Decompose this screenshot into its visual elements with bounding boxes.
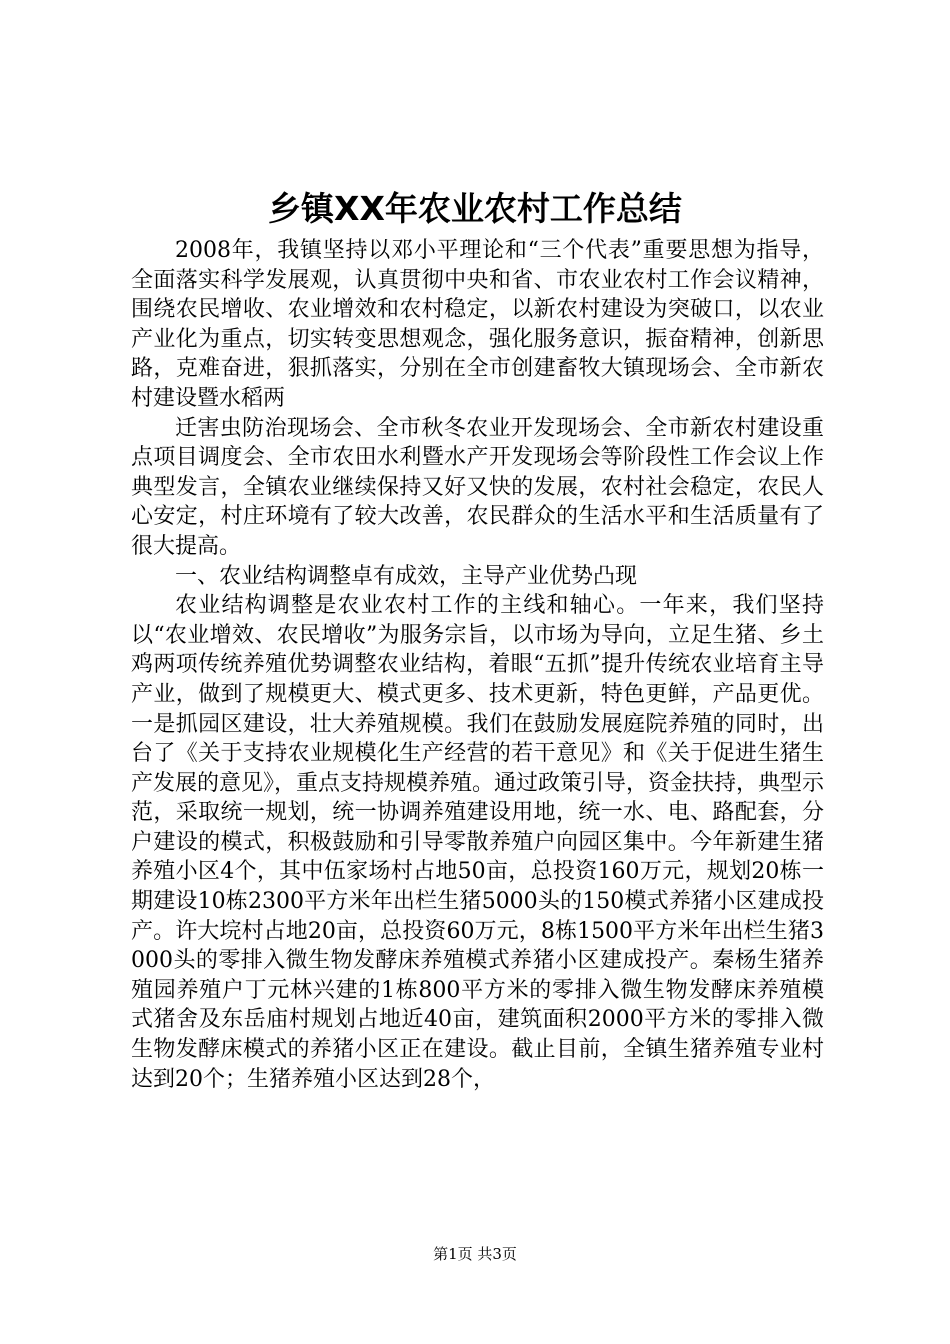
section-heading-1: 一、农业结构调整卓有成效，主导产业优势凸现 [175,563,638,589]
document-body [131,236,824,1094]
paragraph-structure-adjustment: 农业结构调整是农业农村工作的主线和轴心。一年来，我们坚持以“农业增效、农民增收”为服务宗旨，以市场为导向，立足生猪、乡土鸡两项传统养殖优势调整农业结构，着眼“五抓”提升传统农业培育主导产业，做到了规模更大、模式更多、技术更新，特色更鲜，产品更优。一是抓园区建设，壮大养殖规模。我们在鼓励发展庭院养殖的同时，出台了《关于支持农业规模化生产经营的若干意见》和《关于促进生猪生产发展的意见》，重点支持规模养殖。通过政策引导，资金扶持，典型示范，采取统一规划，统一协调养殖建设用地，统一水、电、路配套，分户建设的模式，积极鼓励和引导零散养殖户向园区集中。今年新建生猪养殖小区4个，其中伍家场村占地50亩，总投资160万元，规划20栋一期建设10栋2300平方米年出栏生猪5000头的150模式养猪小区建成投产。许大垸村占地20亩，总投资60万元，8栋1500平方米年出栏生猪3000头的零排入微生物发酵床养殖模式养猪小区建成投产。秦杨生猪养殖园养殖户丁元林兴建的1栋800平方米的零排入微生物发酵床养殖模式猪舍及东岳庙村规划占地近40亩，建筑面积2000平方米的零排入微生物发酵床模式的养猪小区正在建设。截止目前，全镇生猪养殖专业村达到20个；生猪养殖小区达到28个， [131,593,825,1092]
paragraph-meetings: 迁害虫防治现场会、全市秋冬农业开发现场会、全市新农村建设重点项目调度会、全市农田水利暨水产开发现场会等阶段性工作会议上作典型发言，全镇农业继续保持又好又快的发展，农村社会稳定，农民人心安定，村庄环境有了较大改善，农民群众的生活水平和生活质量有了很大提高。 [131,415,824,559]
paragraph-intro: 2008年，我镇坚持以邓小平理论和“三个代表”重要思想为指导，全面落实科学发展观，认真贯彻中央和省、市农业农村工作会议精神，围绕农民增收、农业增效和农村稳定，以新农村建设为突破口，以农业产业化为重点，切实转变思想观念，强化服务意识，振奋精神，创新思路，克难奋进，狠抓落实，分别在全市创建畜牧大镇现场会、全市新农村建设暨水稻两 [131,238,824,411]
document-title: 乡镇XX年农业农村工作总结 [268,189,682,228]
page-footer: 第1页 共3页 [433,1245,517,1263]
